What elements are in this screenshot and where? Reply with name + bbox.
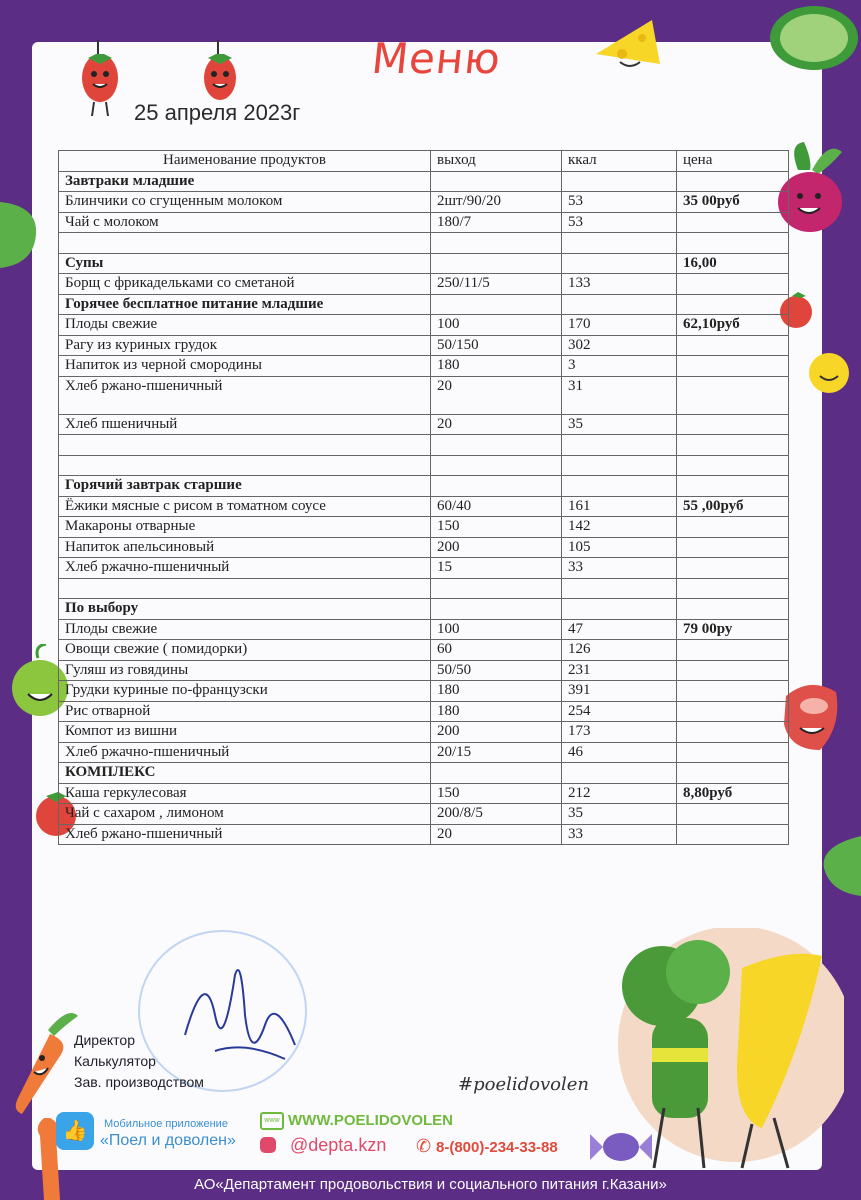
set-price: 79 00ру (677, 619, 789, 640)
candy-icon (588, 1120, 654, 1174)
dish-name (59, 233, 431, 254)
dish-kcal: 35 (562, 414, 677, 435)
dish-name: Плоды свежие (59, 315, 431, 336)
phone-number[interactable]: 8-(800)-234-33-88 (436, 1139, 558, 1156)
lettuce-leaf-icon (0, 196, 40, 272)
dish-name: Хлеб ржано-пшеничный (59, 376, 431, 414)
dish-name: Напиток апельсиновый (59, 537, 431, 558)
dish-kcal: 133 (562, 274, 677, 295)
set-price (677, 517, 789, 538)
dish-output: 180 (431, 681, 562, 702)
set-price (677, 455, 789, 476)
table-row (59, 660, 789, 681)
dish-output: 60 (431, 640, 562, 661)
lemon-face-icon (806, 350, 852, 396)
set-price (677, 212, 789, 233)
dish-name: Борщ с фрикадельками со сметаной (59, 274, 431, 295)
table-row (59, 376, 789, 414)
set-price (677, 274, 789, 295)
dish-output: 15 (431, 558, 562, 579)
cheese-character-icon (592, 14, 664, 84)
table-row (59, 496, 789, 517)
hashtag: #poelidovolen (458, 1074, 589, 1095)
table-header-row (59, 151, 789, 172)
set-price (677, 356, 789, 377)
dish-kcal: 3 (562, 356, 677, 377)
set-price (677, 476, 789, 497)
table-row (59, 192, 789, 213)
section-title: Супы (59, 253, 431, 274)
dish-output: 150 (431, 783, 562, 804)
dish-name: Блинчики со сгущенным молоком (59, 192, 431, 213)
dish-name (59, 435, 431, 456)
dish-kcal (562, 455, 677, 476)
set-price (677, 824, 789, 845)
globe-icon: www (260, 1112, 284, 1130)
set-price (677, 599, 789, 620)
dish-output: 50/150 (431, 335, 562, 356)
instagram-handle[interactable]: @depta.kzn (290, 1135, 387, 1155)
phone-icon: ✆ (416, 1136, 432, 1156)
dish-name (59, 455, 431, 476)
app-caption: Мобильное приложение (104, 1118, 228, 1130)
dish-kcal (562, 233, 677, 254)
table-row (59, 435, 789, 456)
dish-kcal (562, 253, 677, 274)
section-title: Горячий завтрак старшие (59, 476, 431, 497)
dish-name: Хлеб ржачно-пшеничный (59, 742, 431, 763)
section-row (59, 294, 789, 315)
set-price: 16,00 (677, 253, 789, 274)
set-price (677, 763, 789, 784)
dish-kcal (562, 171, 677, 192)
dish-output (431, 476, 562, 497)
carrot-character-icon (8, 1006, 80, 1118)
table-row (59, 414, 789, 435)
dish-output (431, 294, 562, 315)
dish-kcal (562, 599, 677, 620)
thumbs-up-app-icon[interactable]: 👍 (56, 1112, 94, 1150)
dish-kcal: 126 (562, 640, 677, 661)
dish-kcal: 302 (562, 335, 677, 356)
table-row (59, 517, 789, 538)
section-row (59, 599, 789, 620)
dish-kcal: 105 (562, 537, 677, 558)
dish-kcal: 47 (562, 619, 677, 640)
set-price (677, 537, 789, 558)
dish-output (431, 253, 562, 274)
dish-name: Хлеб ржано-пшеничный (59, 824, 431, 845)
table-row (59, 681, 789, 702)
instagram-icon (260, 1137, 276, 1153)
dish-output: 100 (431, 315, 562, 336)
table-row (59, 233, 789, 254)
page-title: Меню (369, 34, 504, 83)
name-column-header: Наименование продуктов (59, 151, 431, 172)
section-row (59, 476, 789, 497)
calculator-label: Калькулятор (74, 1053, 156, 1069)
output-column-header: выход (431, 151, 562, 172)
table-row (59, 619, 789, 640)
dish-name (59, 578, 431, 599)
table-row (59, 578, 789, 599)
table-row (59, 335, 789, 356)
menu-date: 25 апреля 2023г (134, 100, 301, 125)
dish-output: 200/8/5 (431, 804, 562, 825)
set-price (677, 414, 789, 435)
dish-output (431, 455, 562, 476)
dish-output: 2шт/90/20 (431, 192, 562, 213)
dish-output (431, 171, 562, 192)
dish-kcal: 46 (562, 742, 677, 763)
dish-kcal (562, 294, 677, 315)
menu-table (58, 150, 789, 845)
signature-block (74, 1030, 204, 1093)
set-price (677, 294, 789, 315)
set-price (677, 233, 789, 254)
set-price: 55 ,00руб (677, 496, 789, 517)
dish-kcal: 170 (562, 315, 677, 336)
table-row (59, 356, 789, 377)
dish-kcal: 254 (562, 701, 677, 722)
set-price (677, 335, 789, 356)
dish-output: 20 (431, 414, 562, 435)
cucumber-slice-icon (766, 2, 861, 74)
table-row (59, 558, 789, 579)
dish-name: Макароны отварные (59, 517, 431, 538)
dish-kcal (562, 435, 677, 456)
dish-output: 20 (431, 376, 562, 414)
section-title: Горячее бесплатное питание младшие (59, 294, 431, 315)
dish-output: 200 (431, 537, 562, 558)
dish-kcal (562, 578, 677, 599)
dish-kcal: 33 (562, 558, 677, 579)
dish-name: Хлеб пшеничный (59, 414, 431, 435)
dish-kcal: 31 (562, 376, 677, 414)
table-row (59, 537, 789, 558)
set-price (677, 804, 789, 825)
section-title: Завтраки младшие (59, 171, 431, 192)
set-price (677, 578, 789, 599)
dish-kcal: 53 (562, 192, 677, 213)
table-row (59, 212, 789, 233)
set-price (677, 171, 789, 192)
dish-output: 20 (431, 824, 562, 845)
dish-output: 60/40 (431, 496, 562, 517)
dish-name: Чай с молоком (59, 212, 431, 233)
dish-output (431, 233, 562, 254)
dish-output: 200 (431, 722, 562, 743)
dish-output: 50/50 (431, 660, 562, 681)
dish-name: Чай с сахаром , лимоном (59, 804, 431, 825)
dish-output (431, 578, 562, 599)
section-row (59, 253, 789, 274)
dish-output: 180 (431, 356, 562, 377)
dish-kcal: 391 (562, 681, 677, 702)
section-title: КОМПЛЕКС (59, 763, 431, 784)
table-row (59, 315, 789, 336)
dish-output (431, 435, 562, 456)
dish-name: Компот из вишни (59, 722, 431, 743)
set-price (677, 681, 789, 702)
dish-kcal: 173 (562, 722, 677, 743)
price-column-header: цена (677, 151, 789, 172)
dish-output: 150 (431, 517, 562, 538)
dish-name: Ёжики мясные с рисом в томатном соусе (59, 496, 431, 517)
dish-name: Грудки куриные по-французски (59, 681, 431, 702)
set-price (677, 640, 789, 661)
set-price: 35 00руб (677, 192, 789, 213)
dish-output (431, 599, 562, 620)
dish-name: Плоды свежие (59, 619, 431, 640)
dish-name: Напиток из черной смородины (59, 356, 431, 377)
dish-name: Гуляш из говядины (59, 660, 431, 681)
website-link[interactable]: WWW.POELIDOVOLEN (288, 1112, 453, 1129)
set-price (677, 558, 789, 579)
table-row (59, 783, 789, 804)
dish-output: 180 (431, 701, 562, 722)
table-row (59, 742, 789, 763)
dish-kcal: 231 (562, 660, 677, 681)
dish-kcal: 161 (562, 496, 677, 517)
footer-organization: АО«Департамент продовольствия и социального питания г.Казани» (194, 1176, 667, 1193)
tomato-character-icon (78, 40, 124, 120)
set-price: 8,80руб (677, 783, 789, 804)
dish-name: Рагу из куриных грудок (59, 335, 431, 356)
table-row (59, 640, 789, 661)
dish-name: Хлеб ржачно-пшеничный (59, 558, 431, 579)
table-row (59, 722, 789, 743)
director-label: Директор (74, 1032, 135, 1048)
dish-output: 250/11/5 (431, 274, 562, 295)
dish-name: Овощи свежие ( помидорки) (59, 640, 431, 661)
dish-kcal: 212 (562, 783, 677, 804)
production-head-label: Зав. производством (74, 1074, 204, 1090)
dish-kcal: 142 (562, 517, 677, 538)
set-price (677, 660, 789, 681)
set-price (677, 435, 789, 456)
dish-name: Каша геркулесовая (59, 783, 431, 804)
set-price (677, 701, 789, 722)
dish-output: 180/7 (431, 212, 562, 233)
dish-kcal: 53 (562, 212, 677, 233)
table-row (59, 455, 789, 476)
table-row (59, 804, 789, 825)
lettuce-leaf-icon (820, 836, 861, 896)
table-row (59, 701, 789, 722)
set-price (677, 742, 789, 763)
table-row (59, 824, 789, 845)
section-row (59, 763, 789, 784)
dish-output (431, 763, 562, 784)
dish-name: Рис отварной (59, 701, 431, 722)
dish-kcal: 33 (562, 824, 677, 845)
set-price (677, 722, 789, 743)
dish-output: 20/15 (431, 742, 562, 763)
section-row (59, 171, 789, 192)
set-price (677, 376, 789, 414)
section-title: По выбору (59, 599, 431, 620)
kcal-column-header: ккал (562, 151, 677, 172)
dish-kcal (562, 476, 677, 497)
dish-kcal (562, 763, 677, 784)
dish-kcal: 35 (562, 804, 677, 825)
app-name[interactable]: «Поел и доволен» (100, 1132, 236, 1149)
steak-character-icon (780, 676, 842, 756)
table-row (59, 274, 789, 295)
set-price: 62,10руб (677, 315, 789, 336)
dish-output: 100 (431, 619, 562, 640)
